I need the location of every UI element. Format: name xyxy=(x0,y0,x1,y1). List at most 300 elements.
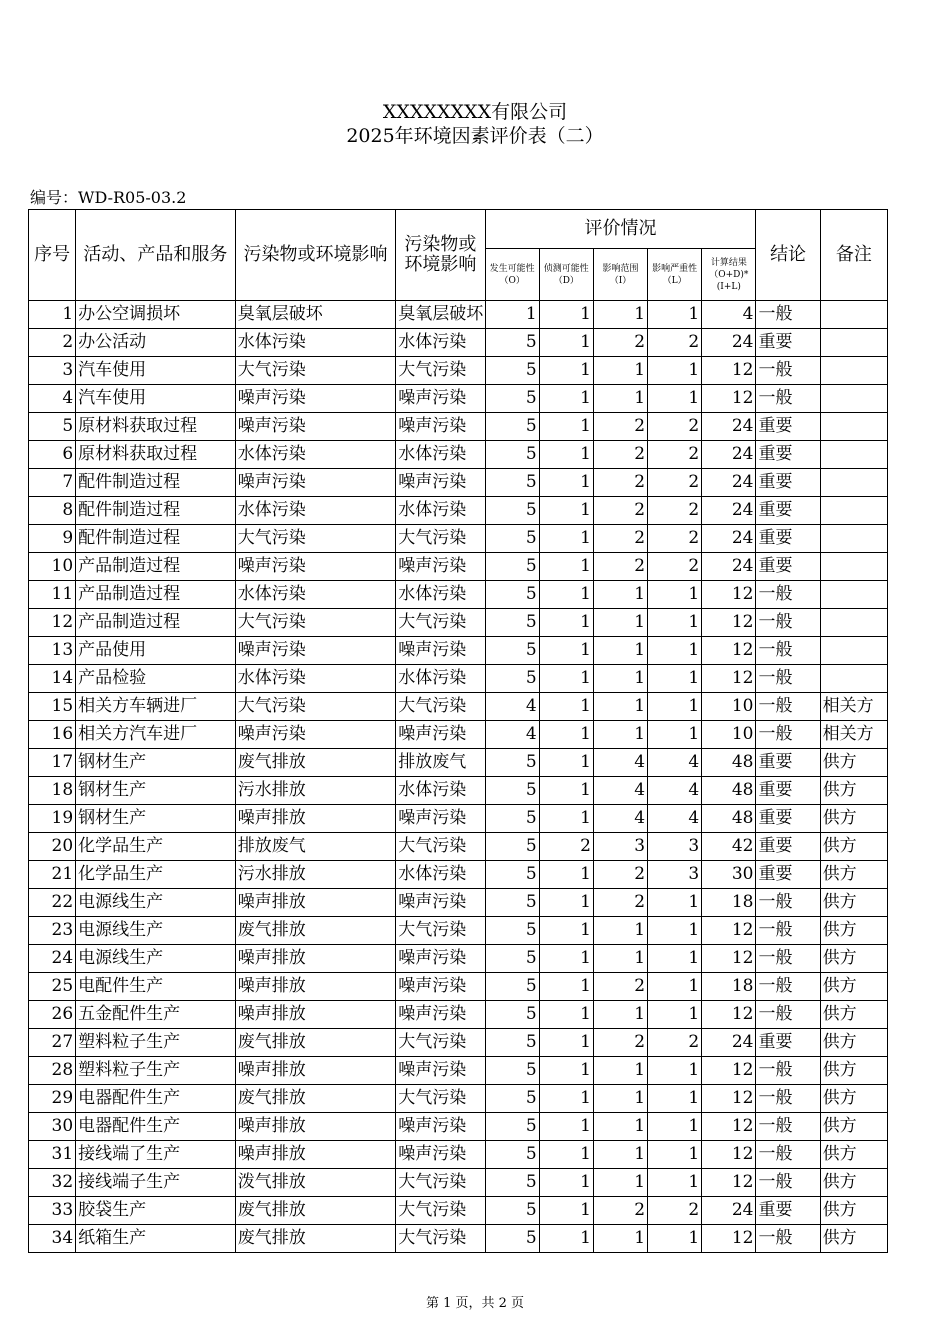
o-cell: 5 xyxy=(485,1197,539,1225)
header-activity: 活动、产品和服务 xyxy=(76,210,236,301)
table-row xyxy=(29,1001,888,1029)
conclusion-cell: 重要 xyxy=(756,441,820,469)
pollutant-cell: 噪声污染 xyxy=(235,637,396,665)
d-cell: 1 xyxy=(539,525,593,553)
l-cell: 1 xyxy=(648,721,702,749)
pollutant-cell: 噪声排放 xyxy=(235,1057,396,1085)
table-row xyxy=(29,413,888,441)
o-cell: 5 xyxy=(485,1057,539,1085)
impact-cell: 大气污染 xyxy=(396,525,485,553)
remark-cell xyxy=(820,665,887,693)
i-cell: 1 xyxy=(593,357,647,385)
conclusion-cell: 一般 xyxy=(756,581,820,609)
remark-cell xyxy=(820,469,887,497)
pollutant-cell: 水体污染 xyxy=(235,329,396,357)
i-cell: 2 xyxy=(593,861,647,889)
activity-cell: 产品使用 xyxy=(76,637,236,665)
conclusion-cell: 一般 xyxy=(756,665,820,693)
impact-cell: 排放废气 xyxy=(396,749,485,777)
pollutant-cell: 噪声排放 xyxy=(235,805,396,833)
conclusion-cell: 重要 xyxy=(756,1197,820,1225)
i-cell: 1 xyxy=(593,637,647,665)
activity-cell: 原材料获取过程 xyxy=(76,413,236,441)
header-calc: 计算结果（O+D)*(I+L) xyxy=(702,249,756,301)
pollutant-cell: 废气排放 xyxy=(235,1197,396,1225)
d-cell: 1 xyxy=(539,1113,593,1141)
table-row xyxy=(29,1113,888,1141)
remark-cell xyxy=(820,525,887,553)
i-cell: 1 xyxy=(593,721,647,749)
impact-cell: 噪声污染 xyxy=(396,1001,485,1029)
activity-cell: 接线端子生产 xyxy=(76,1169,236,1197)
table-row xyxy=(29,805,888,833)
impact-cell: 噪声污染 xyxy=(396,1113,485,1141)
activity-cell: 产品制造过程 xyxy=(76,581,236,609)
d-cell: 1 xyxy=(539,441,593,469)
conclusion-cell: 一般 xyxy=(756,1225,820,1253)
calc-cell: 12 xyxy=(702,581,756,609)
i-cell: 1 xyxy=(593,917,647,945)
d-cell: 1 xyxy=(539,581,593,609)
i-cell: 1 xyxy=(593,693,647,721)
impact-cell: 大气污染 xyxy=(396,1029,485,1057)
calc-cell: 12 xyxy=(702,1141,756,1169)
pollutant-cell: 废气排放 xyxy=(235,1085,396,1113)
calc-cell: 12 xyxy=(702,945,756,973)
calc-cell: 10 xyxy=(702,721,756,749)
o-cell: 5 xyxy=(485,553,539,581)
conclusion-cell: 重要 xyxy=(756,525,820,553)
conclusion-cell: 重要 xyxy=(756,805,820,833)
pollutant-cell: 噪声污染 xyxy=(235,553,396,581)
o-cell: 5 xyxy=(485,357,539,385)
remark-cell: 相关方 xyxy=(820,693,887,721)
remark-cell xyxy=(820,301,887,329)
conclusion-cell: 一般 xyxy=(756,889,820,917)
i-cell: 4 xyxy=(593,749,647,777)
calc-cell: 12 xyxy=(702,665,756,693)
remark-cell: 供方 xyxy=(820,805,887,833)
l-cell: 2 xyxy=(648,329,702,357)
conclusion-cell: 重要 xyxy=(756,1029,820,1057)
o-cell: 5 xyxy=(485,833,539,861)
i-cell: 2 xyxy=(593,469,647,497)
impact-cell: 水体污染 xyxy=(396,665,485,693)
row-number: 23 xyxy=(29,917,76,945)
remark-cell: 供方 xyxy=(820,1113,887,1141)
evaluation-table xyxy=(28,209,888,1253)
o-cell: 4 xyxy=(485,693,539,721)
o-cell: 5 xyxy=(485,1225,539,1253)
remark-cell: 供方 xyxy=(820,1001,887,1029)
o-cell: 5 xyxy=(485,1169,539,1197)
d-cell: 1 xyxy=(539,1057,593,1085)
table-row xyxy=(29,749,888,777)
conclusion-cell: 重要 xyxy=(756,413,820,441)
remark-cell: 供方 xyxy=(820,1197,887,1225)
d-cell: 2 xyxy=(539,833,593,861)
activity-cell: 纸箱生产 xyxy=(76,1225,236,1253)
header-impact: 污染物或环境影响 xyxy=(396,210,485,301)
calc-cell: 12 xyxy=(702,1225,756,1253)
table-row xyxy=(29,945,888,973)
row-number: 15 xyxy=(29,693,76,721)
table-row xyxy=(29,357,888,385)
table-row xyxy=(29,1197,888,1225)
impact-cell: 噪声污染 xyxy=(396,413,485,441)
table-row xyxy=(29,1225,888,1253)
pollutant-cell: 废气排放 xyxy=(235,917,396,945)
impact-cell: 水体污染 xyxy=(396,581,485,609)
remark-cell xyxy=(820,385,887,413)
calc-cell: 24 xyxy=(702,441,756,469)
calc-cell: 12 xyxy=(702,609,756,637)
l-cell: 1 xyxy=(648,1169,702,1197)
i-cell: 4 xyxy=(593,777,647,805)
i-cell: 1 xyxy=(593,1057,647,1085)
l-cell: 4 xyxy=(648,805,702,833)
table-row xyxy=(29,469,888,497)
pollutant-cell: 噪声污染 xyxy=(235,385,396,413)
d-cell: 1 xyxy=(539,1197,593,1225)
activity-cell: 接线端了生产 xyxy=(76,1141,236,1169)
i-cell: 1 xyxy=(593,1001,647,1029)
conclusion-cell: 一般 xyxy=(756,637,820,665)
conclusion-cell: 重要 xyxy=(756,861,820,889)
row-number: 20 xyxy=(29,833,76,861)
o-cell: 5 xyxy=(485,469,539,497)
row-number: 27 xyxy=(29,1029,76,1057)
activity-cell: 办公活动 xyxy=(76,329,236,357)
table-row xyxy=(29,1141,888,1169)
table-row xyxy=(29,861,888,889)
impact-cell: 大气污染 xyxy=(396,1225,485,1253)
table-row xyxy=(29,1029,888,1057)
d-cell: 1 xyxy=(539,357,593,385)
pollutant-cell: 噪声污染 xyxy=(235,469,396,497)
d-cell: 1 xyxy=(539,777,593,805)
form-title: 2025年环境因素评价表（二） xyxy=(346,125,604,147)
conclusion-cell: 一般 xyxy=(756,917,820,945)
conclusion-cell: 重要 xyxy=(756,749,820,777)
d-cell: 1 xyxy=(539,917,593,945)
table-row xyxy=(29,1057,888,1085)
o-cell: 5 xyxy=(485,1141,539,1169)
table-row xyxy=(29,525,888,553)
remark-cell: 供方 xyxy=(820,1141,887,1169)
row-number: 4 xyxy=(29,385,76,413)
o-cell: 5 xyxy=(485,413,539,441)
l-cell: 1 xyxy=(648,357,702,385)
impact-cell: 大气污染 xyxy=(396,693,485,721)
pollutant-cell: 水体污染 xyxy=(235,581,396,609)
pollutant-cell: 噪声排放 xyxy=(235,1141,396,1169)
conclusion-cell: 重要 xyxy=(756,777,820,805)
l-cell: 3 xyxy=(648,861,702,889)
i-cell: 1 xyxy=(593,1225,647,1253)
i-cell: 2 xyxy=(593,553,647,581)
company-title: XXXXXXXX有限公司 xyxy=(382,101,568,123)
activity-cell: 办公空调损坏 xyxy=(76,301,236,329)
o-cell: 5 xyxy=(485,581,539,609)
l-cell: 1 xyxy=(648,581,702,609)
i-cell: 2 xyxy=(593,1029,647,1057)
row-number: 14 xyxy=(29,665,76,693)
remark-cell: 供方 xyxy=(820,1225,887,1253)
activity-cell: 钢材生产 xyxy=(76,777,236,805)
calc-cell: 18 xyxy=(702,889,756,917)
l-cell: 2 xyxy=(648,413,702,441)
l-cell: 1 xyxy=(648,609,702,637)
o-cell: 5 xyxy=(485,749,539,777)
remark-cell xyxy=(820,413,887,441)
i-cell: 2 xyxy=(593,1197,647,1225)
impact-cell: 噪声污染 xyxy=(396,553,485,581)
d-cell: 1 xyxy=(539,301,593,329)
remark-cell: 供方 xyxy=(820,1169,887,1197)
pollutant-cell: 废气排放 xyxy=(235,749,396,777)
activity-cell: 化学品生产 xyxy=(76,861,236,889)
row-number: 19 xyxy=(29,805,76,833)
impact-cell: 大气污染 xyxy=(396,1169,485,1197)
calc-cell: 24 xyxy=(702,1197,756,1225)
calc-cell: 18 xyxy=(702,973,756,1001)
document-code: 编号：WD-R05-03.2 xyxy=(30,188,187,207)
activity-cell: 电配件生产 xyxy=(76,973,236,1001)
d-cell: 1 xyxy=(539,329,593,357)
activity-cell: 五金配件生产 xyxy=(76,1001,236,1029)
l-cell: 4 xyxy=(648,749,702,777)
o-cell: 5 xyxy=(485,329,539,357)
calc-cell: 12 xyxy=(702,357,756,385)
o-cell: 5 xyxy=(485,525,539,553)
remark-cell xyxy=(820,553,887,581)
remark-cell: 供方 xyxy=(820,889,887,917)
header-pollutant: 污染物或环境影响 xyxy=(235,210,396,301)
l-cell: 1 xyxy=(648,1141,702,1169)
remark-cell xyxy=(820,329,887,357)
impact-cell: 噪声污染 xyxy=(396,973,485,1001)
pollutant-cell: 大气污染 xyxy=(235,609,396,637)
conclusion-cell: 重要 xyxy=(756,469,820,497)
calc-cell: 10 xyxy=(702,693,756,721)
row-number: 11 xyxy=(29,581,76,609)
i-cell: 2 xyxy=(593,497,647,525)
o-cell: 5 xyxy=(485,945,539,973)
row-number: 5 xyxy=(29,413,76,441)
d-cell: 1 xyxy=(539,805,593,833)
calc-cell: 4 xyxy=(702,301,756,329)
table-row xyxy=(29,665,888,693)
i-cell: 1 xyxy=(593,665,647,693)
d-cell: 1 xyxy=(539,665,593,693)
d-cell: 1 xyxy=(539,693,593,721)
o-cell: 5 xyxy=(485,497,539,525)
conclusion-cell: 一般 xyxy=(756,721,820,749)
l-cell: 1 xyxy=(648,665,702,693)
calc-cell: 12 xyxy=(702,637,756,665)
conclusion-cell: 一般 xyxy=(756,609,820,637)
row-number: 10 xyxy=(29,553,76,581)
calc-cell: 24 xyxy=(702,553,756,581)
o-cell: 5 xyxy=(485,973,539,1001)
table-row xyxy=(29,1085,888,1113)
calc-cell: 24 xyxy=(702,469,756,497)
d-cell: 1 xyxy=(539,469,593,497)
pollutant-cell: 废气排放 xyxy=(235,1029,396,1057)
impact-cell: 臭氧层破坏 xyxy=(396,301,485,329)
row-number: 25 xyxy=(29,973,76,1001)
table-row xyxy=(29,609,888,637)
remark-cell xyxy=(820,637,887,665)
activity-cell: 原材料获取过程 xyxy=(76,441,236,469)
activity-cell: 钢材生产 xyxy=(76,805,236,833)
pollutant-cell: 泼气排放 xyxy=(235,1169,396,1197)
pollutant-cell: 大气污染 xyxy=(235,525,396,553)
pollutant-cell: 水体污染 xyxy=(235,665,396,693)
row-number: 13 xyxy=(29,637,76,665)
d-cell: 1 xyxy=(539,1085,593,1113)
row-number: 17 xyxy=(29,749,76,777)
i-cell: 1 xyxy=(593,1113,647,1141)
conclusion-cell: 重要 xyxy=(756,329,820,357)
conclusion-cell: 重要 xyxy=(756,553,820,581)
remark-cell: 供方 xyxy=(820,1057,887,1085)
l-cell: 1 xyxy=(648,973,702,1001)
l-cell: 1 xyxy=(648,385,702,413)
i-cell: 2 xyxy=(593,889,647,917)
impact-cell: 大气污染 xyxy=(396,609,485,637)
i-cell: 4 xyxy=(593,805,647,833)
table-row xyxy=(29,637,888,665)
o-cell: 5 xyxy=(485,1029,539,1057)
d-cell: 1 xyxy=(539,749,593,777)
o-cell: 5 xyxy=(485,637,539,665)
remark-cell: 供方 xyxy=(820,973,887,1001)
header-o: 发生可能性（O） xyxy=(485,249,539,301)
l-cell: 2 xyxy=(648,553,702,581)
impact-cell: 水体污染 xyxy=(396,861,485,889)
remark-cell xyxy=(820,357,887,385)
calc-cell: 12 xyxy=(702,1169,756,1197)
conclusion-cell: 一般 xyxy=(756,945,820,973)
calc-cell: 12 xyxy=(702,385,756,413)
conclusion-cell: 一般 xyxy=(756,357,820,385)
pollutant-cell: 污水排放 xyxy=(235,861,396,889)
row-number: 24 xyxy=(29,945,76,973)
d-cell: 1 xyxy=(539,1141,593,1169)
i-cell: 2 xyxy=(593,413,647,441)
activity-cell: 电源线生产 xyxy=(76,889,236,917)
impact-cell: 噪声污染 xyxy=(396,1141,485,1169)
d-cell: 1 xyxy=(539,945,593,973)
table-row xyxy=(29,1169,888,1197)
i-cell: 1 xyxy=(593,301,647,329)
calc-cell: 12 xyxy=(702,917,756,945)
impact-cell: 大气污染 xyxy=(396,1197,485,1225)
impact-cell: 噪声污染 xyxy=(396,637,485,665)
table-row xyxy=(29,777,888,805)
i-cell: 3 xyxy=(593,833,647,861)
calc-cell: 48 xyxy=(702,749,756,777)
calc-cell: 24 xyxy=(702,525,756,553)
header-remark: 备注 xyxy=(820,210,887,301)
conclusion-cell: 一般 xyxy=(756,1001,820,1029)
i-cell: 1 xyxy=(593,609,647,637)
activity-cell: 产品制造过程 xyxy=(76,609,236,637)
impact-cell: 噪声污染 xyxy=(396,805,485,833)
header-conclusion: 结论 xyxy=(756,210,820,301)
row-number: 8 xyxy=(29,497,76,525)
impact-cell: 噪声污染 xyxy=(396,1057,485,1085)
table-row xyxy=(29,385,888,413)
conclusion-cell: 一般 xyxy=(756,385,820,413)
activity-cell: 电源线生产 xyxy=(76,945,236,973)
o-cell: 5 xyxy=(485,609,539,637)
header-seq: 序号 xyxy=(29,210,76,301)
remark-cell: 供方 xyxy=(820,861,887,889)
pollutant-cell: 水体污染 xyxy=(235,441,396,469)
l-cell: 2 xyxy=(648,441,702,469)
activity-cell: 塑料粒子生产 xyxy=(76,1057,236,1085)
row-number: 33 xyxy=(29,1197,76,1225)
i-cell: 1 xyxy=(593,1085,647,1113)
row-number: 2 xyxy=(29,329,76,357)
o-cell: 5 xyxy=(485,665,539,693)
l-cell: 1 xyxy=(648,1113,702,1141)
row-number: 29 xyxy=(29,1085,76,1113)
activity-cell: 电源线生产 xyxy=(76,917,236,945)
l-cell: 1 xyxy=(648,945,702,973)
activity-cell: 配件制造过程 xyxy=(76,469,236,497)
pollutant-cell: 污水排放 xyxy=(235,777,396,805)
conclusion-cell: 一般 xyxy=(756,973,820,1001)
table-row xyxy=(29,329,888,357)
calc-cell: 24 xyxy=(702,329,756,357)
row-number: 32 xyxy=(29,1169,76,1197)
l-cell: 1 xyxy=(648,889,702,917)
pollutant-cell: 大气污染 xyxy=(235,357,396,385)
o-cell: 5 xyxy=(485,441,539,469)
o-cell: 1 xyxy=(485,301,539,329)
i-cell: 2 xyxy=(593,973,647,1001)
d-cell: 1 xyxy=(539,1225,593,1253)
l-cell: 3 xyxy=(648,833,702,861)
o-cell: 5 xyxy=(485,889,539,917)
row-number: 18 xyxy=(29,777,76,805)
l-cell: 1 xyxy=(648,1057,702,1085)
page-footer: 第 1 页，共 2 页 xyxy=(425,1296,525,1311)
calc-cell: 24 xyxy=(702,1029,756,1057)
l-cell: 2 xyxy=(648,497,702,525)
l-cell: 4 xyxy=(648,777,702,805)
impact-cell: 大气污染 xyxy=(396,357,485,385)
conclusion-cell: 一般 xyxy=(756,1141,820,1169)
pollutant-cell: 大气污染 xyxy=(235,693,396,721)
remark-cell: 供方 xyxy=(820,1085,887,1113)
conclusion-cell: 一般 xyxy=(756,1169,820,1197)
d-cell: 1 xyxy=(539,413,593,441)
o-cell: 5 xyxy=(485,1001,539,1029)
row-number: 34 xyxy=(29,1225,76,1253)
row-number: 9 xyxy=(29,525,76,553)
table-row xyxy=(29,721,888,749)
l-cell: 1 xyxy=(648,301,702,329)
table-row xyxy=(29,693,888,721)
pollutant-cell: 噪声排放 xyxy=(235,945,396,973)
header-eval-group: 评价情况 xyxy=(485,210,756,249)
l-cell: 2 xyxy=(648,1029,702,1057)
